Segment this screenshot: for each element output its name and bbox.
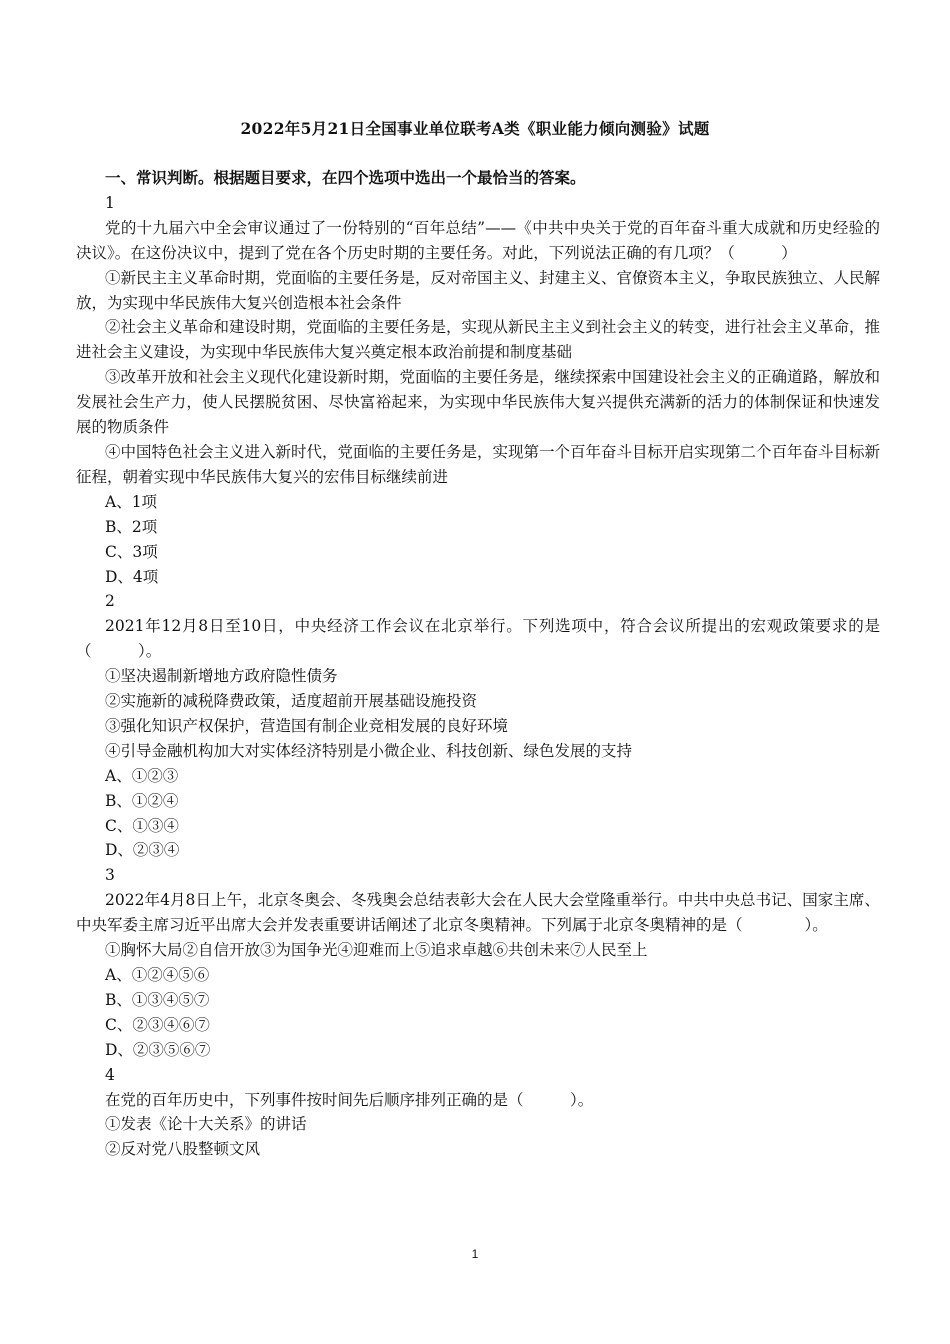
question-number: 1 xyxy=(105,193,115,212)
answer-option: A、①②④⑤⑥ xyxy=(105,966,210,984)
answer-option: B、①②④ xyxy=(105,791,179,810)
statement-item: ②社会主义革命和建设时期，党面临的主要任务是，实现从新民主主义到社会主义的转变，进行社会主义革命，推进社会主义建设，为实现中华民族伟大复兴奠定根本政治前提和制度基础 xyxy=(76,318,881,362)
statement-item: ①胸怀大局②自信开放③为国争光④迎难而上⑤追求卓越⑥共创未来⑦人民至上 xyxy=(105,941,648,960)
section-heading: 一、常识判断。根据题目要求，在四个选项中选出一个最恰当的答案。 xyxy=(105,168,586,187)
question-stem: 2022年4月8日上午，北京冬奥会、冬残奥会总结表彰大会在人民大会堂隆重举行。中共中央总书记、国家主席、中央军委主席习近平出席大会并发表重要讲话阐述了北京冬奥精神。下列属于北京冬奥精神的是（ ）。 xyxy=(76,891,880,935)
answer-option: C、①③④ xyxy=(105,816,179,835)
question-stem: 在党的百年历史中，下列事件按时间先后顺序排列正确的是（ ）。 xyxy=(105,1090,594,1109)
statement-item: ④中国特色社会主义进入新时代，党面临的主要任务是，实现第一个百年奋斗目标开启实现第二个百年奋斗目标新征程，朝着实现中华民族伟大复兴的宏伟目标继续前进 xyxy=(76,442,881,486)
answer-option: B、①③④⑤⑦ xyxy=(105,990,210,1009)
question-block xyxy=(76,1063,880,1163)
statement-item: ④引导金融机构加大对实体经济特别是小微企业、科技创新、绿色发展的支持 xyxy=(105,741,633,760)
document-body xyxy=(76,166,880,1162)
statement-item: ③强化知识产权保护，营造国有制企业竞相发展的良好环境 xyxy=(105,716,509,735)
answer-option: A、①②③ xyxy=(105,766,179,785)
statement-item: ①发表《论十大关系》的讲话 xyxy=(105,1115,307,1134)
answer-option: D、4项 xyxy=(105,567,159,586)
question-block xyxy=(76,863,880,1062)
statement-item: ③改革开放和社会主义现代化建设新时期，党面临的主要任务是，继续探索中国建设社会主义的正确道路，解放和发展社会生产力，使人民摆脱贫困、尽快富裕起来，为实现中华民族伟大复兴提供充满新的活力的体制保证和快速发展的物质条件 xyxy=(76,368,881,437)
question-block xyxy=(76,589,880,863)
answer-option: A、1项 xyxy=(105,492,158,511)
answer-option: B、2项 xyxy=(105,517,158,536)
statement-item: ②反对党八股整顿文风 xyxy=(105,1140,261,1159)
question-stem: 党的十九届六中全会审议通过了一份特别的“百年总结”——《中共中央关于党的百年奋斗重大成就和历史经验的决议》。在这份决议中，提到了党在各个历史时期的主要任务。对此，下列说法正确的有几项？（ ） xyxy=(76,218,880,262)
document-title: 2022年5月21日全国事业单位联考A类《职业能力倾向测验》试题 xyxy=(240,119,710,138)
answer-option: D、②③④ xyxy=(105,841,180,860)
question-block xyxy=(76,191,880,590)
question-number: 2 xyxy=(105,592,115,611)
statement-item: ①新民主主义革命时期，党面临的主要任务是，反对帝国主义、封建主义、官僚资本主义，争取民族独立、人民解放，为实现中华民族伟大复兴创造根本社会条件 xyxy=(76,268,881,312)
statement-item: ①坚决遏制新增地方政府隐性债务 xyxy=(105,667,338,686)
answer-option: C、②③④⑥⑦ xyxy=(105,1015,210,1034)
answer-option: D、②③⑤⑥⑦ xyxy=(105,1040,211,1059)
question-number: 4 xyxy=(105,1065,115,1084)
question-stem: 2021年12月8日至10日，中央经济工作会议在北京举行。下列选项中，符合会议所提出的宏观政策要求的是（ ）。 xyxy=(76,617,880,661)
page-number: 1 xyxy=(471,1247,479,1261)
statement-item: ②实施新的减税降费政策，适度超前开展基础设施投资 xyxy=(105,692,478,711)
question-number: 3 xyxy=(105,866,115,885)
answer-option: C、3项 xyxy=(105,542,158,561)
